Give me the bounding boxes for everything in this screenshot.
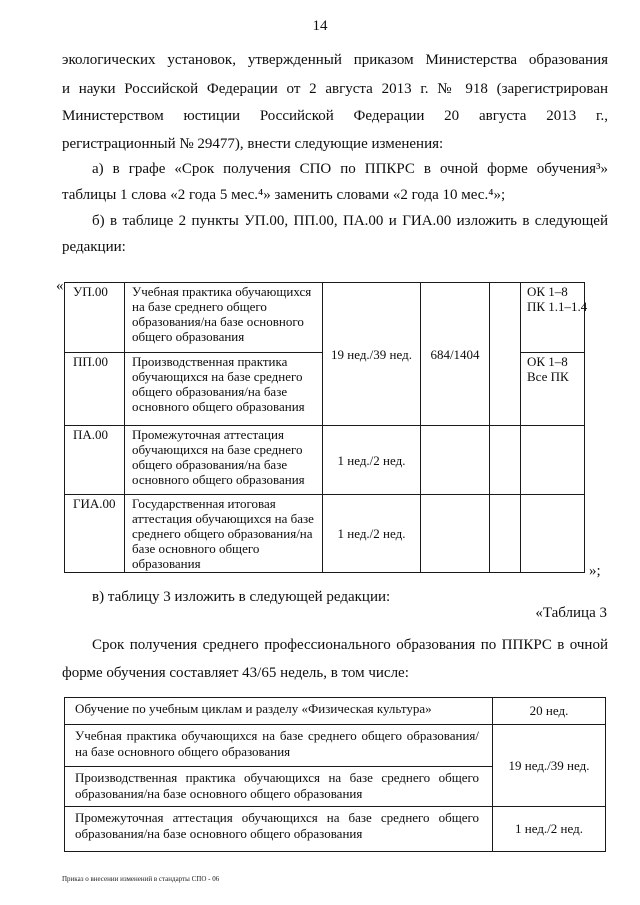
table2-empty-cell: [490, 426, 521, 495]
table2: [64, 282, 588, 573]
table2-hours-cell: 684/1404: [421, 283, 490, 426]
table2-code-cell: УП.00: [65, 283, 125, 353]
table3-duration-cell: 20 нед.: [493, 698, 606, 725]
table2-competences-cell: [521, 426, 585, 495]
competence-line: ОК 1–8: [527, 284, 568, 299]
table3-text-cell: Обучение по учебным циклам и разделу «Физическая культура»: [65, 698, 493, 725]
table2-row: [65, 283, 585, 353]
duration-paragraph-line: форме обучения составляет 43/65 недель, в том числе:: [62, 665, 409, 681]
table3: [64, 697, 606, 852]
table3-text-cell: Производственная практика обучающихся на базе среднего общего образования/на базе основного общего образования: [65, 767, 493, 807]
table2-weeks-cell: 1 нед./2 нед.: [323, 495, 421, 573]
competence-line: Все ПК: [527, 369, 569, 384]
item-v-line: в) таблицу 3 изложить в следующей редакции:: [92, 589, 391, 605]
item-a-line: а) в графе «Срок получения СПО по ППКРС в очной форме обучения³»: [92, 161, 608, 177]
table2-competences-cell: [521, 353, 585, 426]
competence-line: ПК 1.1–1.4: [527, 299, 588, 314]
item-a-line: таблицы 1 слова «2 года 5 мес.⁴» заменить словами «2 года 10 мес.⁴»;: [62, 187, 506, 203]
table2-hours-cell: [421, 495, 490, 573]
table2-weeks-cell: 19 нед./39 нед.: [323, 283, 421, 426]
table2-competences-cell: [521, 495, 585, 573]
table2-row: [65, 426, 585, 495]
table2-close-quote: »;: [589, 563, 601, 579]
table2-description-cell: Государственная итоговая аттестация обучающихся на базе среднего общего образования/на базе основного общего образования: [125, 495, 323, 573]
table3-row: [65, 807, 606, 852]
item-b-line: редакции:: [62, 239, 126, 255]
table2-weeks-cell: 1 нед./2 нед.: [323, 426, 421, 495]
item-b-line: б) в таблице 2 пункты УП.00, ПП.00, ПА.00 и ГИА.00 изложить в следующей: [92, 213, 608, 229]
table2-code-cell: ПП.00: [65, 353, 125, 426]
table2-code-cell: ПА.00: [65, 426, 125, 495]
page-number: 14: [312, 18, 328, 34]
table2-code-cell: ГИА.00: [65, 495, 125, 573]
table2-row: [65, 495, 585, 573]
page-footer: Приказ о внесении изменений в стандарты СПО - 06: [62, 875, 220, 883]
table3-caption: «Таблица 3: [535, 605, 607, 621]
intro-line: и науки Российской Федерации от 2 августа 2013 г. № 918 (зарегистрирован: [62, 81, 608, 97]
duration-paragraph-line: Срок получения среднего профессионального образования по ППКРС в очной: [92, 637, 608, 653]
intro-line: регистрационный № 29477), внести следующие изменения:: [62, 136, 444, 152]
table3-text-cell: Учебная практика обучающихся на базе среднего общего образования/на базе основного общего образования: [65, 725, 493, 767]
table2-description-cell: Промежуточная аттестация обучающихся на базе среднего общего образования/на базе основного общего образования: [125, 426, 323, 495]
table3-duration-cell: 1 нед./2 нед.: [493, 807, 606, 852]
table3-row: [65, 725, 606, 767]
table2-description-cell: Учебная практика обучающихся на базе среднего общего образования/на базе основного общего образования: [125, 283, 323, 353]
table2-open-quote: «: [56, 278, 64, 294]
table2-hours-cell: [421, 426, 490, 495]
competence-line: ОК 1–8: [527, 354, 568, 369]
table2-description-cell: Производственная практика обучающихся на базе среднего общего образования/на базе основного общего образования: [125, 353, 323, 426]
table2-competences-cell: [521, 283, 588, 353]
table2-empty-cell: [490, 495, 521, 573]
table3-text-cell: Промежуточная аттестация обучающихся на базе среднего общего образования/на базе основного общего образования: [65, 807, 493, 852]
table3-row: [65, 698, 606, 725]
table3-duration-cell: 19 нед./39 нед.: [493, 725, 606, 807]
intro-line: Министерством юстиции Российской Федерации 20 августа 2013 г.,: [62, 108, 608, 124]
table2-empty-cell: [490, 283, 521, 426]
intro-line: экологических установок, утвержденный приказом Министерства образования: [62, 52, 608, 68]
